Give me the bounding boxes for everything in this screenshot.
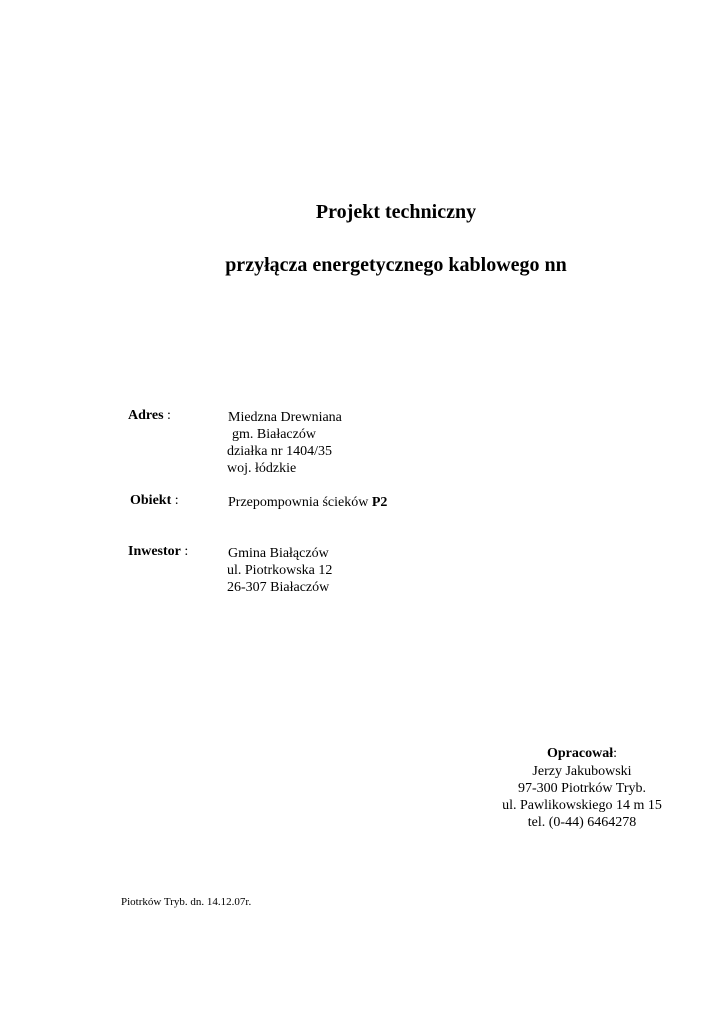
object-value-code: P2 bbox=[371, 495, 388, 510]
author-phone: tel. (0-44) 6464278 bbox=[527, 815, 637, 830]
author-label: Opracował bbox=[547, 746, 614, 761]
object-label: Obiekt bbox=[130, 493, 172, 508]
investor-line-1: Gmina Białączów bbox=[228, 546, 329, 561]
place-date: Piotrków Tryb. dn. 14.12.07r. bbox=[121, 896, 252, 908]
document-subtitle: przyłącza energetycznego kablowego nn bbox=[225, 254, 567, 276]
author-name: Jerzy Jakubowski bbox=[532, 764, 632, 779]
investor-label: Inwestor bbox=[128, 544, 181, 559]
address-label: Adres bbox=[128, 408, 164, 423]
object-value: Przepompownia ścieków bbox=[228, 495, 372, 510]
address-line-4: woj. łódzkie bbox=[227, 461, 297, 476]
address-line-2: gm. Białaczów bbox=[232, 427, 316, 442]
author-city: 97-300 Piotrków Tryb. bbox=[518, 781, 646, 796]
author-label-row bbox=[482, 745, 682, 762]
address-colon: : bbox=[163, 408, 171, 423]
author-colon: : bbox=[613, 746, 617, 761]
object-label-row bbox=[130, 493, 179, 509]
address-line-3: działka nr 1404/35 bbox=[227, 444, 332, 459]
investor-colon: : bbox=[180, 544, 189, 559]
investor-line-2: ul. Piotrkowska 12 bbox=[227, 563, 333, 578]
address-line-1: Miedzna Drewniana bbox=[228, 410, 342, 425]
investor-label-row bbox=[128, 544, 188, 560]
object-colon: : bbox=[171, 493, 179, 508]
address-label-row bbox=[128, 408, 171, 424]
document-title: Projekt techniczny bbox=[315, 201, 477, 223]
investor-line-3: 26-307 Białaczów bbox=[227, 580, 330, 595]
author-street: ul. Pawlikowskiego 14 m 15 bbox=[502, 798, 662, 813]
object-value-row bbox=[228, 494, 387, 511]
